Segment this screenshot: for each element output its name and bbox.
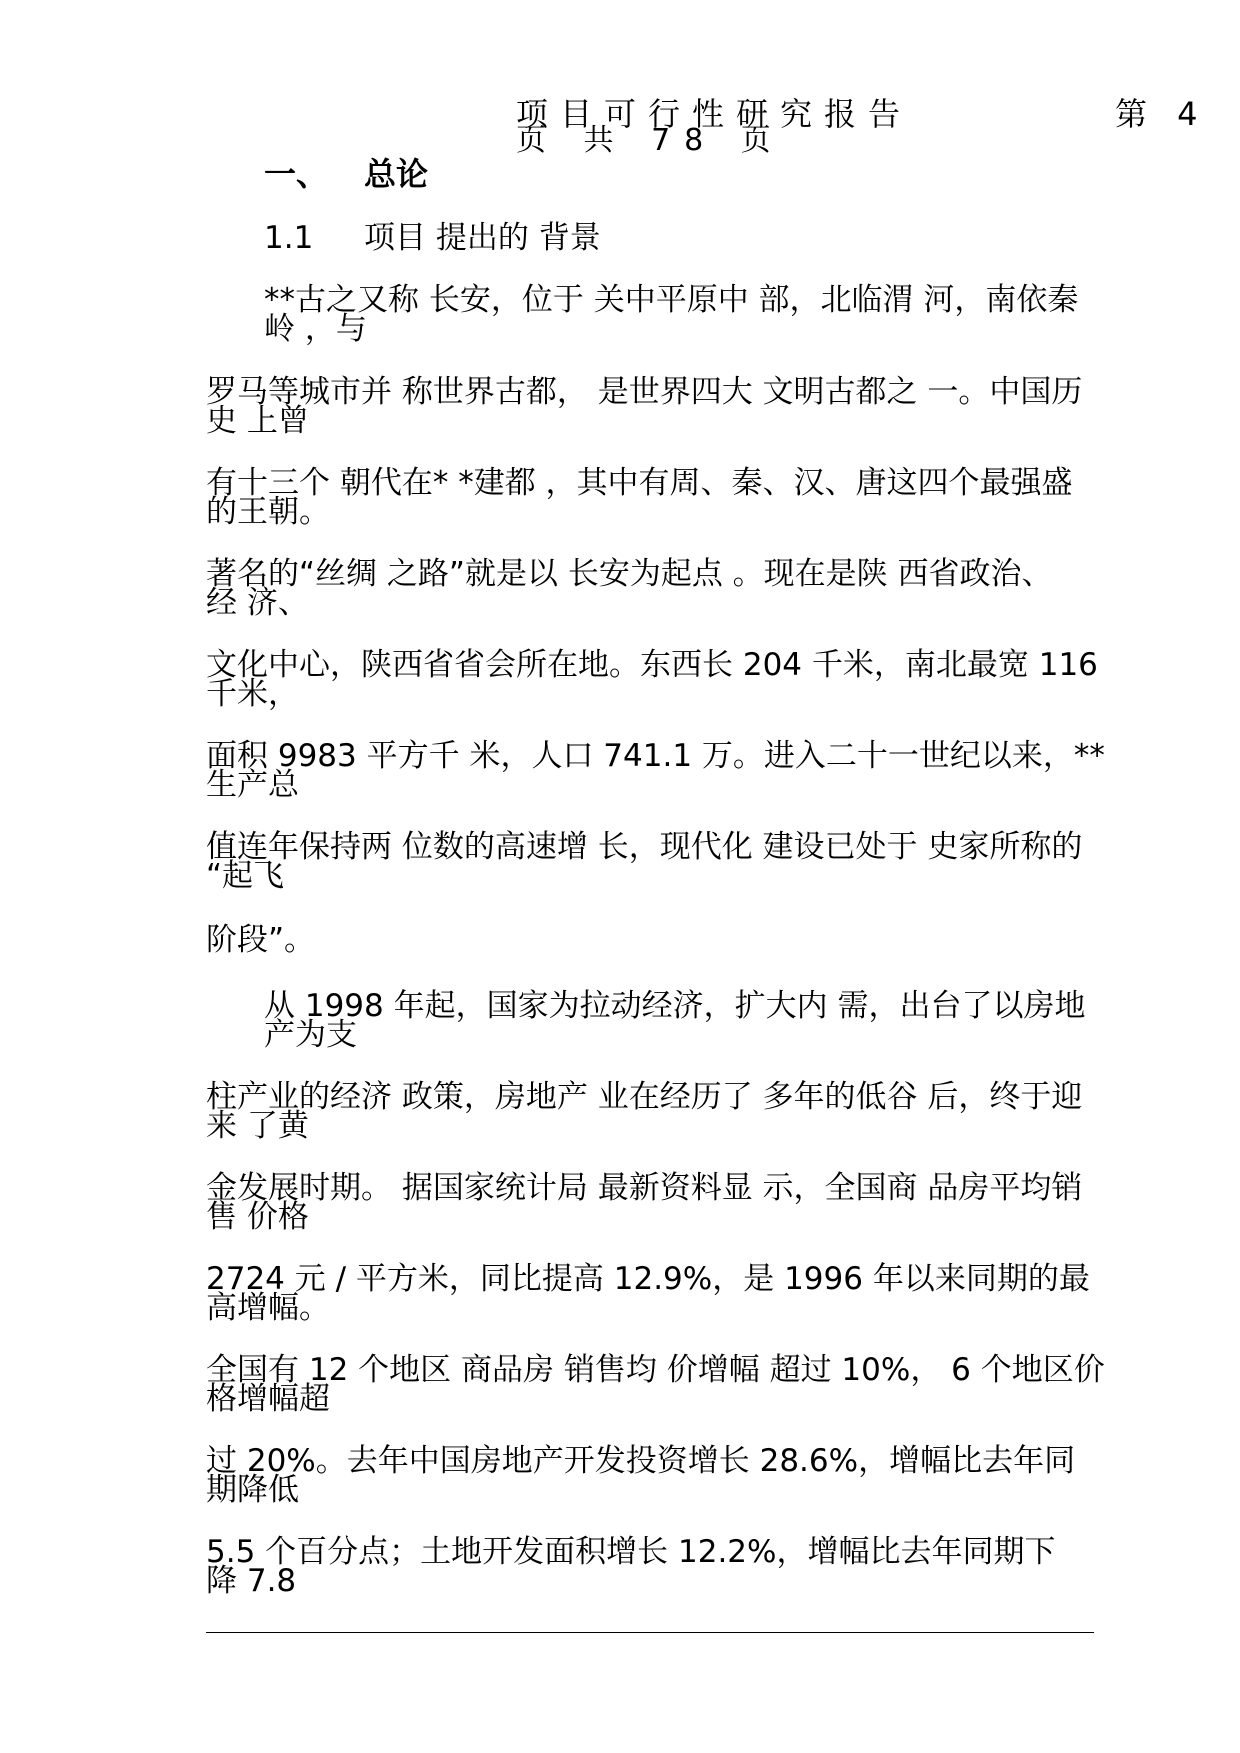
body-line: 从 1998 年起，国家为拉动经济，扩大内 需，出台了以房地 产为支 [264,988,1086,1053]
body-line: 罗马等城市并 称世界古都， 是世界四大 文明古都之 一。中国历 史 上曾 [206,374,1083,439]
section-title: 总论 [364,155,429,193]
footer-rule [206,1632,1094,1633]
subsection-heading [264,220,601,256]
body-line: 著名的“丝绸 之路”就是以 长安为起点 。现在是陕 西省政治、 经 济、 [206,556,1053,621]
body-line: 阶段”。 [206,922,316,958]
section-heading [264,156,428,192]
body-line: 值连年保持两 位数的高速增 长，现代化 建设已处于 史家所称的 “起飞 [206,829,1083,894]
body-line: 柱产业的经济 政策，房地产 业在经历了 多年的低谷 后，终于迎 来 了黄 [206,1079,1083,1144]
body-line: 金发展时期。 据国家统计局 最新资料显 示，全国商 品房平均销 售 价格 [206,1170,1083,1235]
body-line: 2724 元 / 平方米，同比提高 12.9%，是 1996 年以来同期的最 高增幅。 [206,1261,1090,1326]
body-line: 5.5 个百分点；土地开发面积增长 12.2%，增幅比去年同期下 降 7.8 [206,1534,1056,1599]
report-title: 项目可行性研究报告 [516,95,913,133]
body-line: 过 20%。去年中国房地产开发投资增长 28.6%，增幅比去年同 期降低 [206,1443,1076,1508]
body-line: **古之又称 长安，位于 关中平原中 部，北临渭 河，南依秦 岭 ，与 [264,282,1079,347]
page-number: 第 4 [1115,95,1208,133]
subsection-title: 项目 提出的 背景 [364,220,601,256]
subsection-number: 1.1 [264,220,314,256]
body-line: 有十三个 朝代在* *建都 ，其中有周、秦、汉、唐这四个最强盛 的王朝。 [206,465,1073,530]
body-line: 面积 9983 平方千 米，人口 741.1 万。进入二十一世纪以来，** 生产总 [206,738,1105,803]
body-line: 文化中心，陕西省省会所在地。东西长 204 千米，南北最宽 116 千米， [206,647,1098,712]
body-line: 全国有 12 个地区 商品房 销售均 价增幅 超过 10%， 6 个地区价 格增幅超 [206,1352,1105,1417]
page-total: 页 共 78 页 [516,123,785,158]
section-number: 一、 [264,155,329,193]
